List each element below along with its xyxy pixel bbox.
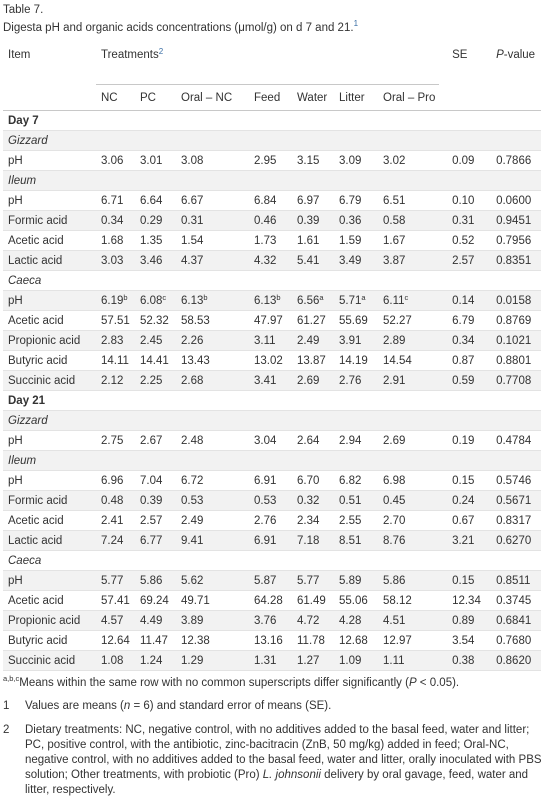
value-cell: 13.02: [249, 351, 292, 371]
day-label: Day 21: [3, 391, 541, 411]
col-header-oral-pro: Oral – Pro: [378, 85, 439, 111]
value-cell: 64.28: [249, 591, 292, 611]
se-cell: 3.21: [447, 531, 491, 551]
value-cell: 4.72: [292, 611, 334, 631]
value-cell: 6.70: [292, 471, 334, 491]
pvalue-cell: 0.9451: [491, 211, 541, 231]
table-row: [3, 511, 541, 531]
significance-superscript: b: [123, 292, 128, 302]
value-cell: 7.18: [292, 531, 334, 551]
pvalue-cell: 0.4784: [491, 431, 541, 451]
value-cell: 3.76: [249, 611, 292, 631]
value-cell: 0.48: [96, 491, 135, 511]
pvalue-cell: 0.3745: [491, 591, 541, 611]
header-row-1: [3, 40, 541, 85]
value-cell: 3.08: [176, 151, 243, 171]
value-cell: 0.51: [334, 491, 378, 511]
value-cell: 6.13$^b$: [249, 291, 292, 311]
value-cell: 0.58: [378, 211, 439, 231]
table-row: [3, 371, 541, 391]
value-cell: 2.69: [378, 431, 439, 451]
table-body: [3, 40, 541, 671]
header-row-2: [3, 85, 541, 111]
section-row: [3, 271, 541, 291]
value-cell: 3.01: [135, 151, 176, 171]
day-row: [3, 391, 541, 411]
item-header: Item: [8, 49, 31, 61]
row-item: Propionic acid: [3, 611, 96, 631]
value-cell: 6.56$^a$: [292, 291, 334, 311]
value-cell: 3.02: [378, 151, 439, 171]
se-cell: 12.34: [447, 591, 491, 611]
se-cell: 3.54: [447, 631, 491, 651]
value-cell: 4.49: [135, 611, 176, 631]
table-row: [3, 311, 541, 331]
section-label: Caeca: [3, 551, 541, 571]
pvalue-cell: 0.8620: [491, 651, 541, 671]
blank-cell: [491, 85, 541, 111]
row-item: pH: [3, 471, 96, 491]
value-cell: 4.51: [378, 611, 439, 631]
value-cell: 3.41: [249, 371, 292, 391]
value-cell: 1.61: [292, 231, 334, 251]
value-cell: 2.12: [96, 371, 135, 391]
section-row: [3, 551, 541, 571]
value-cell: 5.87: [249, 571, 292, 591]
value-cell: 2.57: [135, 511, 176, 531]
value-cell: 2.69: [292, 371, 334, 391]
value-cell: 55.69: [334, 311, 378, 331]
value-cell: 12.97: [378, 631, 439, 651]
row-item: Succinic acid: [3, 371, 96, 391]
row-item: pH: [3, 191, 96, 211]
treatments-footnote-ref[interactable]: 2: [158, 47, 164, 56]
value-cell: 0.29: [135, 211, 176, 231]
value-cell: 6.11$^c$: [378, 291, 439, 311]
value-cell: 47.97: [249, 311, 292, 331]
title-footnote-ref[interactable]: 1: [353, 19, 359, 28]
value-cell: 2.67: [135, 431, 176, 451]
table-row: [3, 191, 541, 211]
value-cell: 6.91: [249, 531, 292, 551]
value-cell: 6.08$^c$: [135, 291, 176, 311]
table-caption: [3, 3, 358, 35]
footnote-abc: $^{a,b,c}$Means within the same row with no common superscripts differ significantly (P < 0.05).: [3, 674, 460, 689]
value-cell: 52.32: [135, 311, 176, 331]
value-cell: 57.51: [96, 311, 135, 331]
value-cell: 14.41: [135, 351, 176, 371]
day-row: [3, 111, 541, 131]
value-cell: 2.26: [176, 331, 243, 351]
table-label: Table 7.: [3, 4, 44, 16]
section-label: Gizzard: [3, 411, 541, 431]
footnote-1: 1 Values are means (n = 6) and standard error of means (SE).: [3, 700, 332, 712]
value-cell: 61.27: [292, 311, 334, 331]
value-cell: 3.91: [334, 331, 378, 351]
value-cell: 7.24: [96, 531, 135, 551]
pvalue-cell: 0.6841: [491, 611, 541, 631]
value-cell: 3.11: [249, 331, 292, 351]
value-cell: 4.32: [249, 251, 292, 271]
value-cell: 1.09: [334, 651, 378, 671]
table-row: [3, 151, 541, 171]
value-cell: 6.72: [176, 471, 243, 491]
value-cell: 11.78: [292, 631, 334, 651]
value-cell: 14.11: [96, 351, 135, 371]
footnote-2: 2 Dietary treatments: NC, negative control, with no additives added to the basal feed, water and litter; PC, positive control, with the antibiotic, zinc-bacitracin (ZnB, 50 mg/kg) added in feed; Oral-NC, negative control, with no additives added to the basal feed, water and litter, orally inoculated with PBS solution; Other treatments, with probiotic (Pro) L. johnsonii delivery by oral gavage, feed, water and litter, respectively.: [3, 724, 542, 796]
value-cell: 5.77: [96, 571, 135, 591]
se-cell: 0.31: [447, 211, 491, 231]
row-item: Propionic acid: [3, 331, 96, 351]
value-cell: 14.54: [378, 351, 439, 371]
value-cell: 2.34: [292, 511, 334, 531]
pvalue-cell: 0.0158: [491, 291, 541, 311]
value-cell: 5.62: [176, 571, 243, 591]
value-cell: 11.47: [135, 631, 176, 651]
value-cell: 5.71$^a$: [334, 291, 378, 311]
blank-cell: [447, 85, 491, 111]
table-row: [3, 611, 541, 631]
row-item: Lactic acid: [3, 251, 96, 271]
day-label: Day 7: [3, 111, 541, 131]
value-cell: 2.48: [176, 431, 243, 451]
value-cell: 58.12: [378, 591, 439, 611]
value-cell: 6.79: [334, 191, 378, 211]
table-row: [3, 571, 541, 591]
value-cell: 13.43: [176, 351, 243, 371]
row-item: pH: [3, 431, 96, 451]
value-cell: 1.08: [96, 651, 135, 671]
value-cell: 5.86: [378, 571, 439, 591]
row-item: Butyric acid: [3, 351, 96, 371]
pvalue-header: P-value: [496, 49, 536, 61]
value-cell: 8.51: [334, 531, 378, 551]
value-cell: 58.53: [176, 311, 243, 331]
value-cell: 12.68: [334, 631, 378, 651]
value-cell: 55.06: [334, 591, 378, 611]
value-cell: 3.06: [96, 151, 135, 171]
value-cell: 3.15: [292, 151, 334, 171]
value-cell: 6.71: [96, 191, 135, 211]
value-cell: 3.49: [334, 251, 378, 271]
value-cell: 0.46: [249, 211, 292, 231]
value-cell: 1.31: [249, 651, 292, 671]
value-cell: 6.77: [135, 531, 176, 551]
value-cell: 12.64: [96, 631, 135, 651]
table-row: [3, 491, 541, 511]
se-cell: 0.34: [447, 331, 491, 351]
value-cell: 6.13$^b$: [176, 291, 243, 311]
significance-superscript: c: [404, 292, 409, 302]
table-row: [3, 331, 541, 351]
col-header-water: Water: [292, 85, 334, 111]
value-cell: 3.87: [378, 251, 439, 271]
pvalue-cell: 0.5746: [491, 471, 541, 491]
pvalue-cell: 0.7680: [491, 631, 541, 651]
value-cell: 2.75: [96, 431, 135, 451]
row-item: Formic acid: [3, 211, 96, 231]
value-cell: 2.94: [334, 431, 378, 451]
value-cell: 1.29: [176, 651, 243, 671]
value-cell: 6.96: [96, 471, 135, 491]
se-header: SE: [452, 49, 468, 61]
value-cell: 0.34: [96, 211, 135, 231]
value-cell: 2.70: [378, 511, 439, 531]
section-label: Ileum: [3, 451, 541, 471]
se-cell: 0.89: [447, 611, 491, 631]
value-cell: 6.97: [292, 191, 334, 211]
value-cell: 6.64: [135, 191, 176, 211]
row-item: pH: [3, 151, 96, 171]
table-row: [3, 631, 541, 651]
value-cell: 52.27: [378, 311, 439, 331]
pvalue-cell: 0.6270: [491, 531, 541, 551]
se-cell: 0.24: [447, 491, 491, 511]
col-header-pc: PC: [135, 85, 176, 111]
value-cell: 0.45: [378, 491, 439, 511]
pvalue-cell: 0.8351: [491, 251, 541, 271]
se-cell: 0.52: [447, 231, 491, 251]
value-cell: 6.84: [249, 191, 292, 211]
value-cell: 3.46: [135, 251, 176, 271]
value-cell: 13.16: [249, 631, 292, 651]
significance-superscript: b: [203, 292, 208, 302]
pvalue-cell: 0.7708: [491, 371, 541, 391]
value-cell: 5.77: [292, 571, 334, 591]
value-cell: 57.41: [96, 591, 135, 611]
value-cell: 6.82: [334, 471, 378, 491]
pvalue-cell: 0.1021: [491, 331, 541, 351]
pvalue-cell: 0.8769: [491, 311, 541, 331]
value-cell: 2.76: [334, 371, 378, 391]
se-cell: 0.09: [447, 151, 491, 171]
value-cell: 0.39: [292, 211, 334, 231]
value-cell: 6.19$^b$: [96, 291, 135, 311]
value-cell: 13.87: [292, 351, 334, 371]
row-item: pH: [3, 291, 96, 311]
value-cell: 0.31: [176, 211, 243, 231]
table-title: Digesta pH and organic acids concentrations (μmol/g) on d 7 and 21.: [3, 21, 354, 34]
section-label: Ileum: [3, 171, 541, 191]
pvalue-cell: 0.7956: [491, 231, 541, 251]
significance-superscript: b: [276, 292, 281, 302]
value-cell: 14.19: [334, 351, 378, 371]
significance-superscript: c: [162, 292, 167, 302]
value-cell: 61.49: [292, 591, 334, 611]
table-row: [3, 351, 541, 371]
value-cell: 9.41: [176, 531, 243, 551]
row-item: Formic acid: [3, 491, 96, 511]
row-item: Acetic acid: [3, 231, 96, 251]
value-cell: 1.24: [135, 651, 176, 671]
value-cell: 1.59: [334, 231, 378, 251]
row-item: Acetic acid: [3, 591, 96, 611]
table-row: [3, 531, 541, 551]
value-cell: 0.36: [334, 211, 378, 231]
se-cell: 0.10: [447, 191, 491, 211]
pvalue-cell: 0.7866: [491, 151, 541, 171]
value-cell: 5.86: [135, 571, 176, 591]
section-row: [3, 171, 541, 191]
value-cell: 2.95: [249, 151, 292, 171]
data-table: [3, 40, 541, 671]
table-row: [3, 471, 541, 491]
se-cell: 0.14: [447, 291, 491, 311]
value-cell: 2.91: [378, 371, 439, 391]
value-cell: 2.64: [292, 431, 334, 451]
se-cell: 0.59: [447, 371, 491, 391]
se-cell: 6.79: [447, 311, 491, 331]
value-cell: 2.49: [292, 331, 334, 351]
section-row: [3, 451, 541, 471]
pvalue-cell: 0.5671: [491, 491, 541, 511]
value-cell: 3.09: [334, 151, 378, 171]
section-row: [3, 131, 541, 151]
value-cell: 7.04: [135, 471, 176, 491]
value-cell: 1.54: [176, 231, 243, 251]
se-cell: 2.57: [447, 251, 491, 271]
value-cell: 6.67: [176, 191, 243, 211]
se-cell: 0.15: [447, 571, 491, 591]
row-item: Lactic acid: [3, 531, 96, 551]
se-cell: 0.87: [447, 351, 491, 371]
table-row: [3, 431, 541, 451]
col-header-feed: Feed: [249, 85, 292, 111]
value-cell: 1.73: [249, 231, 292, 251]
section-label: Caeca: [3, 271, 541, 291]
value-cell: 6.91: [249, 471, 292, 491]
col-header-oral-nc: Oral – NC: [176, 85, 243, 111]
value-cell: 3.03: [96, 251, 135, 271]
table-row: [3, 251, 541, 271]
value-cell: 5.89: [334, 571, 378, 591]
value-cell: 2.68: [176, 371, 243, 391]
value-cell: 1.35: [135, 231, 176, 251]
table-row: [3, 651, 541, 671]
row-item: pH: [3, 571, 96, 591]
value-cell: 4.37: [176, 251, 243, 271]
pvalue-cell: 0.8801: [491, 351, 541, 371]
value-cell: 6.98: [378, 471, 439, 491]
value-cell: 2.55: [334, 511, 378, 531]
se-cell: 0.15: [447, 471, 491, 491]
value-cell: 0.53: [176, 491, 243, 511]
blank-cell: [3, 85, 96, 111]
significance-superscript: a: [361, 292, 366, 302]
pvalue-cell: 0.8317: [491, 511, 541, 531]
table-row: [3, 591, 541, 611]
table-row: [3, 231, 541, 251]
value-cell: 49.71: [176, 591, 243, 611]
value-cell: 2.41: [96, 511, 135, 531]
value-cell: 2.83: [96, 331, 135, 351]
table-row: [3, 211, 541, 231]
value-cell: 2.45: [135, 331, 176, 351]
value-cell: 1.67: [378, 231, 439, 251]
col-header-litter: Litter: [334, 85, 378, 111]
row-item: Acetic acid: [3, 511, 96, 531]
value-cell: 3.04: [249, 431, 292, 451]
value-cell: 0.39: [135, 491, 176, 511]
se-cell: 0.38: [447, 651, 491, 671]
significance-superscript: a: [319, 292, 324, 302]
pvalue-cell: 0.0600: [491, 191, 541, 211]
table-row: [3, 291, 541, 311]
value-cell: 1.27: [292, 651, 334, 671]
value-cell: 2.25: [135, 371, 176, 391]
section-label: Gizzard: [3, 131, 541, 151]
value-cell: 4.28: [334, 611, 378, 631]
value-cell: 2.89: [378, 331, 439, 351]
se-cell: 0.67: [447, 511, 491, 531]
section-row: [3, 411, 541, 431]
value-cell: 0.32: [292, 491, 334, 511]
value-cell: 4.57: [96, 611, 135, 631]
treatments-header: Treatments$^2$: [96, 40, 439, 85]
value-cell: 1.68: [96, 231, 135, 251]
se-cell: 0.19: [447, 431, 491, 451]
value-cell: 12.38: [176, 631, 243, 651]
value-cell: 2.49: [176, 511, 243, 531]
value-cell: 69.24: [135, 591, 176, 611]
value-cell: 5.41: [292, 251, 334, 271]
row-item: Succinic acid: [3, 651, 96, 671]
pvalue-cell: 0.8511: [491, 571, 541, 591]
value-cell: 0.53: [249, 491, 292, 511]
value-cell: 6.51: [378, 191, 439, 211]
value-cell: 3.89: [176, 611, 243, 631]
row-item: Butyric acid: [3, 631, 96, 651]
value-cell: 2.76: [249, 511, 292, 531]
col-header-nc: NC: [96, 85, 135, 111]
row-item: Acetic acid: [3, 311, 96, 331]
value-cell: 1.11: [378, 651, 439, 671]
value-cell: 8.76: [378, 531, 439, 551]
